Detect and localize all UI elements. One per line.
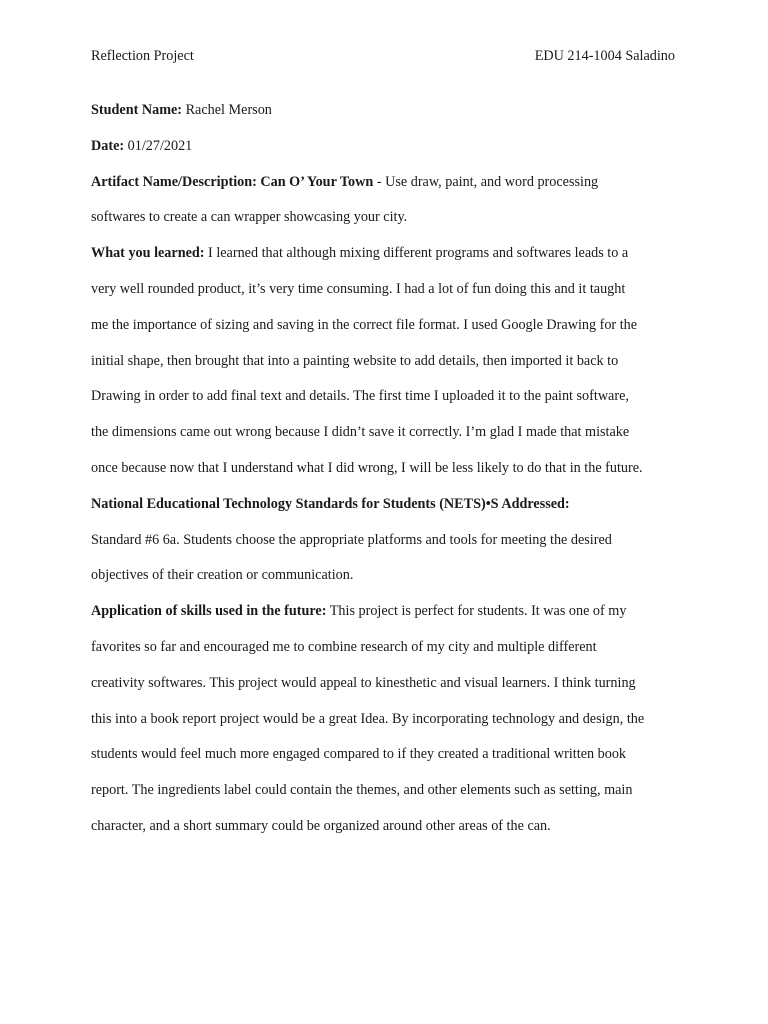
artifact-name: Can O’ Your Town [256,173,374,190]
header-right: EDU 214-1004 Saladino [534,48,675,64]
date-label: Date: [91,137,125,154]
nets-line-2: objectives of their creation or communication. [91,567,354,584]
student-name-line [91,93,691,129]
date-value: 01/27/2021 [124,137,193,154]
student-name-label: Student Name: [91,102,183,118]
artifact-line-1 [91,165,691,201]
artifact-label: Artifact Name/Description: [91,173,257,190]
artifact-desc-1: - Use draw, paint, and word processing [373,173,599,190]
application-label: Application of skills used in the future: [91,603,327,620]
application-line-3: creativity softwares. This project would appeal to kinesthetic and visual learners. I think turning [91,674,636,691]
date-line [91,129,691,165]
document-body [91,93,691,845]
application-text-1: This project is perfect for students. It was one of my [326,603,627,620]
learned-line-7: once because now that I understand what I did wrong, I will be less likely to do that in the future. [91,459,643,476]
learned-line-6: the dimensions came out wrong because I didn’t save it correctly. I’m glad I made that mistake [91,424,630,441]
student-name-value: Rachel Merson [182,102,272,118]
learned-line-1 [91,236,691,272]
learned-line-5: Drawing in order to add final text and details. The first time I uploaded it to the paint software, [91,388,629,405]
learned-line-4: initial shape, then brought that into a painting website to add details, then imported it back to [91,352,619,369]
learned-line-3: me the importance of sizing and saving in the correct file format. I used Google Drawing for the [91,316,638,333]
application-line-4: this into a book report project would be a great Idea. By incorporating technology and design, the [91,710,645,727]
nets-line-1: Standard #6 6a. Students choose the appropriate platforms and tools for meeting the desired [91,531,612,548]
learned-line-2: very well rounded product, it’s very time consuming. I had a lot of fun doing this and it taught [91,280,626,297]
learned-label: What you learned: [91,245,205,262]
running-header [91,47,675,65]
learned-text-1: I learned that although mixing different programs and softwares leads to a [204,245,629,262]
nets-heading [91,487,691,523]
application-line-2: favorites so far and encouraged me to combine research of my city and multiple different [91,638,597,655]
header-left: Reflection Project [91,48,194,64]
application-line-7: character, and a short summary could be organized around other areas of the can. [91,817,551,834]
application-line-6: report. The ingredients label could contain the themes, and other elements such as setting, main [91,782,633,799]
nets-label: National Educational Technology Standards for Students (NETS)•S Addressed: [91,495,570,512]
artifact-line-2: softwares to create a can wrapper showcasing your city. [91,209,408,226]
application-line-1 [91,594,691,630]
application-line-5: students would feel much more engaged compared to if they created a traditional written book [91,746,627,763]
